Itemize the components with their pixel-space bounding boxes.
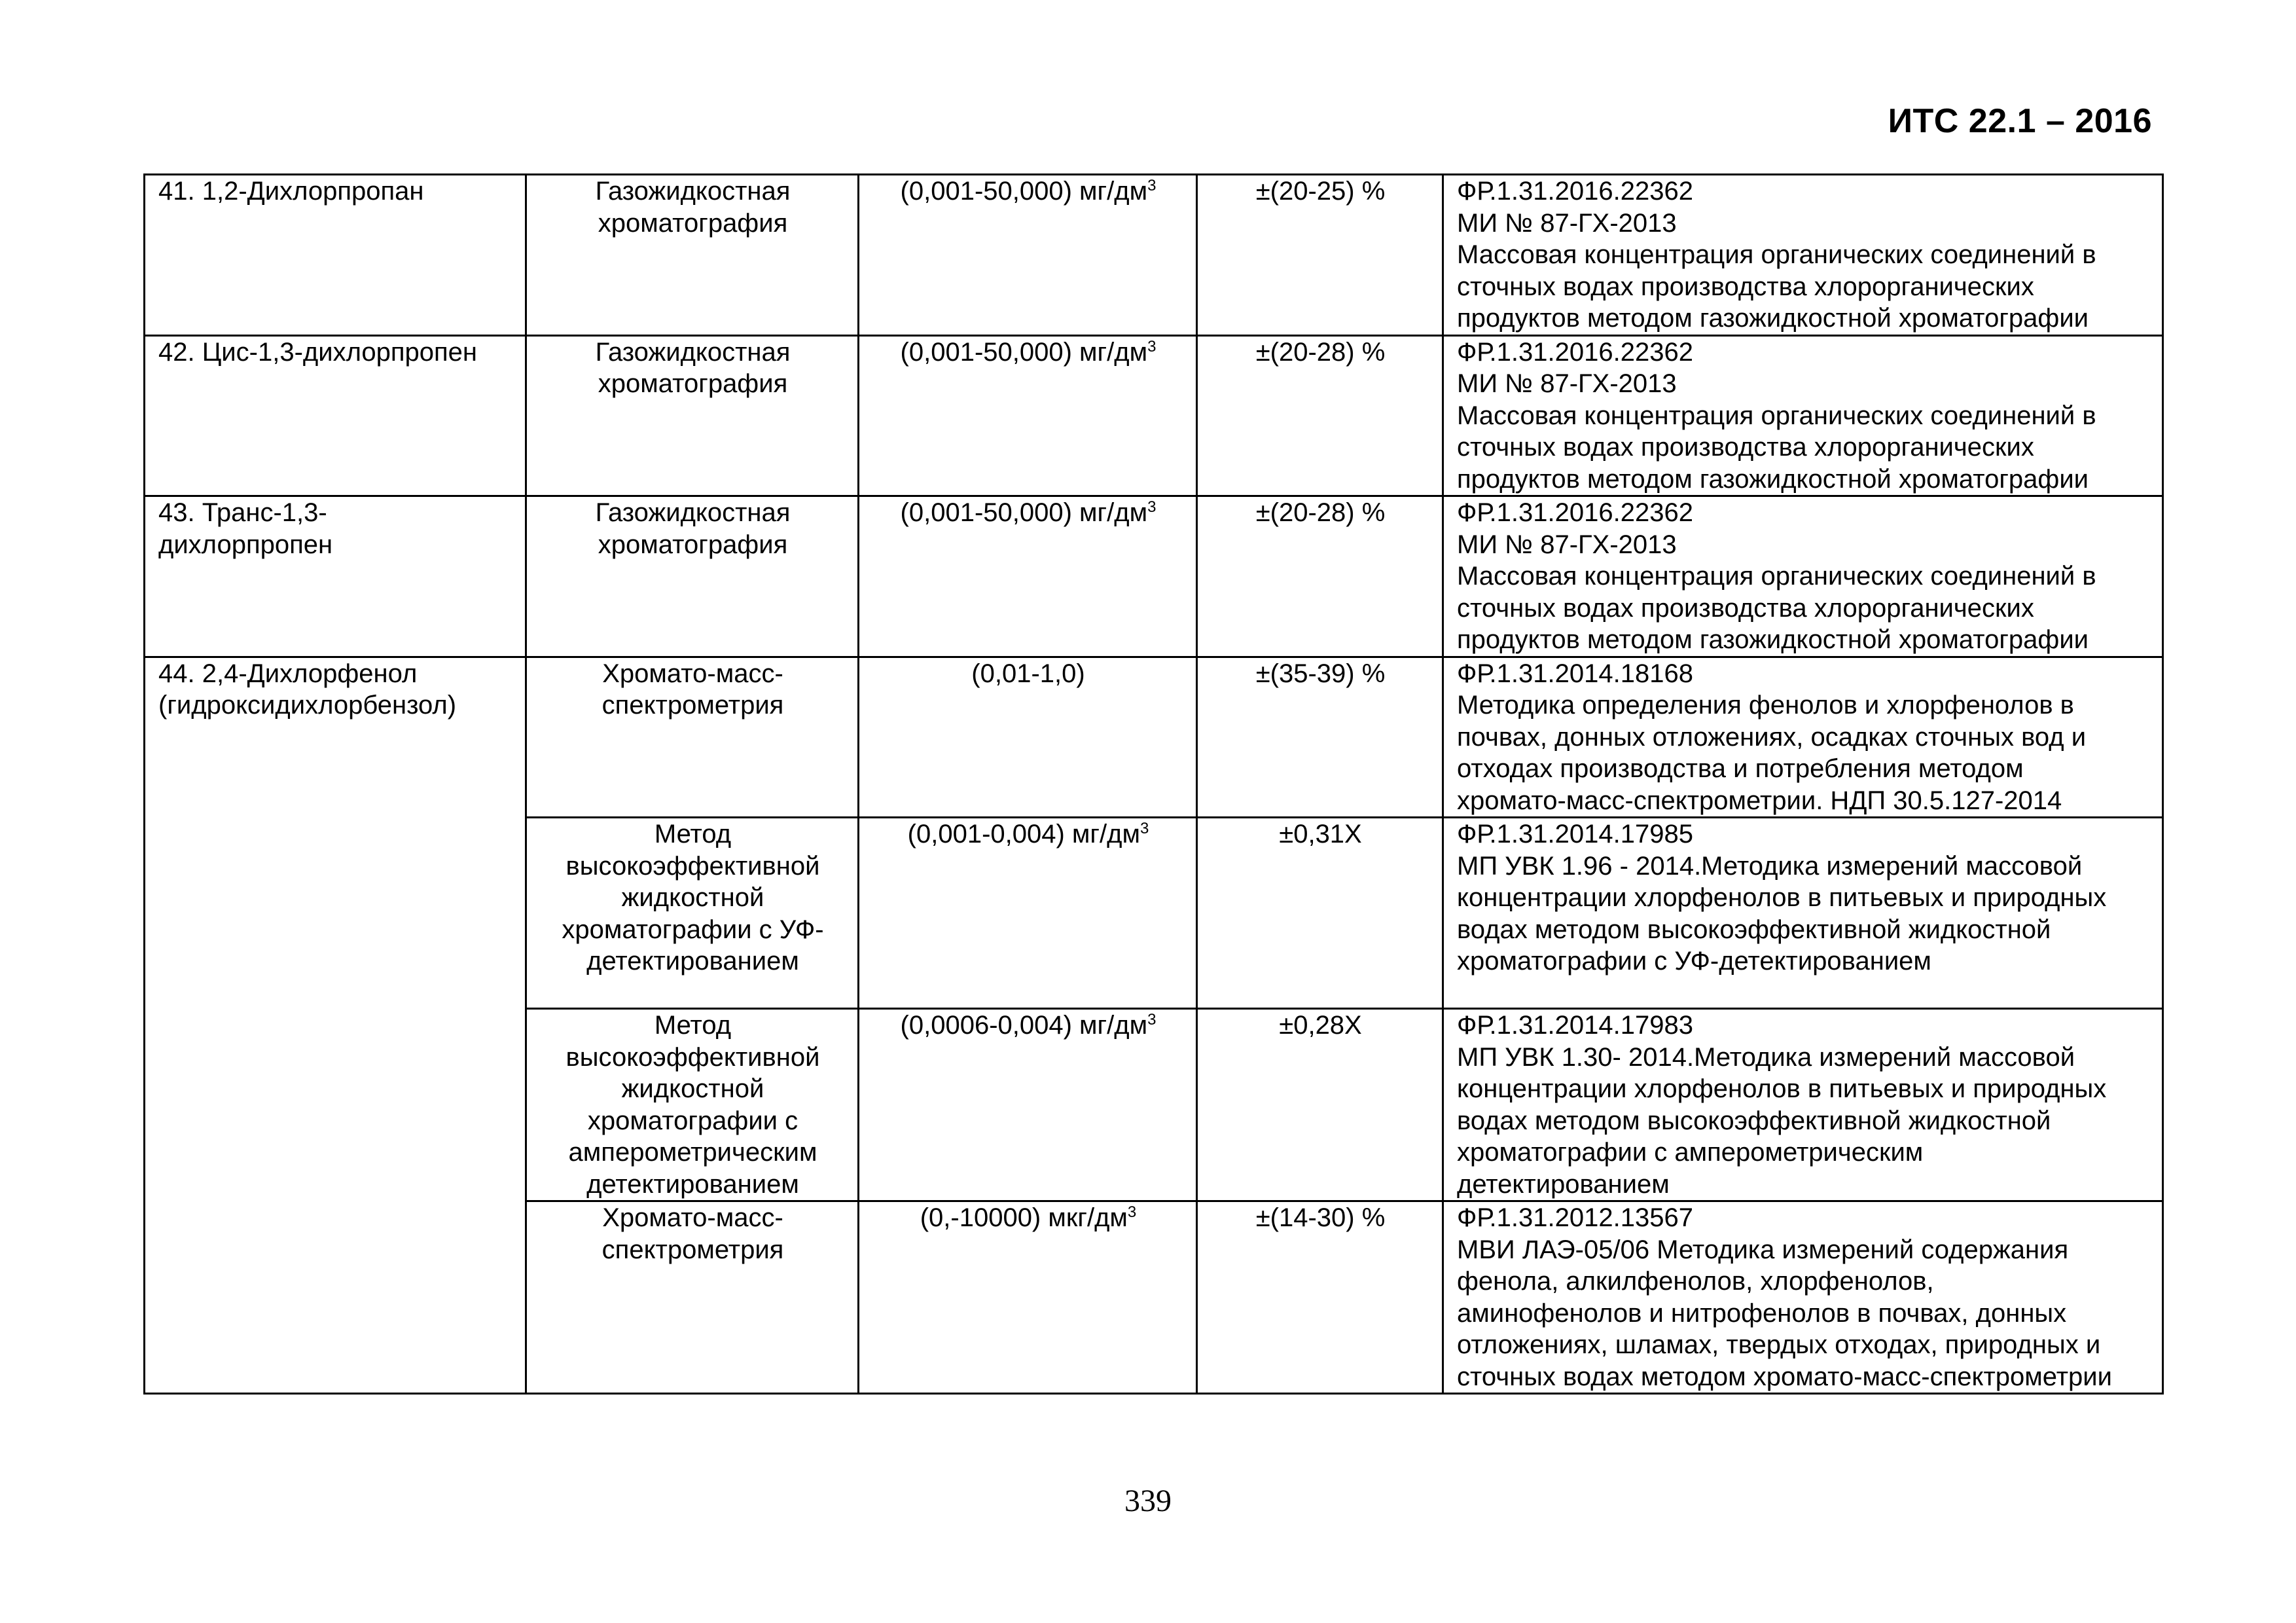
- range-superscript: 3: [1127, 1203, 1137, 1221]
- method-cell: Хромато-масс- спектрометрия: [526, 1201, 859, 1394]
- document-cell: ФР.1.31.2016.22362 МИ № 87-ГХ-2013 Массовая концентрация органических соединений в сточных водах производства хлорорганических продуктов методом газожидкостной хроматографии: [1443, 175, 2163, 336]
- range-cell: [859, 496, 1197, 657]
- error-cell: ±(35-39) %: [1197, 657, 1443, 818]
- range-cell: [859, 818, 1197, 1009]
- range-cell: [859, 335, 1197, 496]
- range-cell: [859, 1201, 1197, 1394]
- document-cell: ФР.1.31.2012.13567 МВИ ЛАЭ-05/06 Методика измерений содержания фенола, алкилфенолов, хлорфенолов, аминофенолов и нитрофенолов в почвах, донных отложениях, шламах, твердых отходах, природных и сточных водах методом хромато-масс-спектрометрии: [1443, 1201, 2163, 1394]
- table-row: [145, 657, 2163, 818]
- range-superscript: 3: [1147, 177, 1157, 194]
- range-value: (0,-10000) мкг/дм: [920, 1203, 1128, 1232]
- substance-cell: 43. Транс-1,3- дихлорпропен: [145, 496, 526, 657]
- range-cell: [859, 1009, 1197, 1201]
- method-cell: Хромато-масс- спектрометрия: [526, 657, 859, 818]
- table-row: [145, 335, 2163, 496]
- substance-cell: 44. 2,4-Дихлорфенол (гидроксидихлорбензол): [145, 657, 526, 1394]
- error-cell: ±(20-28) %: [1197, 335, 1443, 496]
- range-value: (0,001-50,000) мг/дм: [900, 177, 1148, 206]
- error-cell: ±0,31Х: [1197, 818, 1443, 1009]
- substance-cell: 41. 1,2-Дихлорпропан: [145, 175, 526, 336]
- error-cell: ±0,28Х: [1197, 1009, 1443, 1201]
- table-row: [145, 496, 2163, 657]
- range-value: (0,001-0,004) мг/дм: [907, 820, 1140, 848]
- range-cell: [859, 175, 1197, 336]
- substance-cell: 42. Цис-1,3-дихлорпропен: [145, 335, 526, 496]
- range-superscript: 3: [1139, 820, 1149, 837]
- range-superscript: 3: [1147, 337, 1157, 356]
- range-superscript: 3: [1147, 498, 1157, 516]
- document-cell: ФР.1.31.2016.22362 МИ № 87-ГХ-2013 Массовая концентрация органических соединений в сточных водах производства хлорорганических продуктов методом газожидкостной хроматографии: [1443, 335, 2163, 496]
- document-cell: ФР.1.31.2014.18168 Методика определения фенолов и хлорфенолов в почвах, донных отложениях, осадках сточных вод и отходах производства и потребления методом хромато-масс-спектрометрии. НДП 30.5.127-2014: [1443, 657, 2163, 818]
- document-cell: ФР.1.31.2016.22362 МИ № 87-ГХ-2013 Массовая концентрация органических соединений в сточных водах производства хлорорганических продуктов методом газожидкостной хроматографии: [1443, 496, 2163, 657]
- range-value: (0,0006-0,004) мг/дм: [900, 1011, 1148, 1040]
- range-superscript: 3: [1147, 1011, 1157, 1029]
- range-value: (0,001-50,000) мг/дм: [900, 498, 1148, 527]
- method-cell: Газожидкостная хроматография: [526, 175, 859, 336]
- error-cell: ±(20-25) %: [1197, 175, 1443, 336]
- method-cell: Газожидкостная хроматография: [526, 335, 859, 496]
- document-cell: ФР.1.31.2014.17985 МП УВК 1.96 - 2014.Методика измерений массовой концентрации хлорфенолов в питьевых и природных водах методом высокоэффективной жидкостной хроматографии с УФ-детектированием: [1443, 818, 2163, 1009]
- document-code: ИТС 22.1 – 2016: [1888, 102, 2152, 140]
- method-cell: Метод высокоэффективной жидкостной хроматографии с УФ- детектированием: [526, 818, 859, 1009]
- error-cell: ±(20-28) %: [1197, 496, 1443, 657]
- document-cell: ФР.1.31.2014.17983 МП УВК 1.30- 2014.Методика измерений массовой концентрации хлорфенолов в питьевых и природных водах методом высокоэффективной жидкостной хроматографии с амперометрическим детектированием: [1443, 1009, 2163, 1201]
- method-cell: Метод высокоэффективной жидкостной хроматографии с амперометрическим детектированием: [526, 1009, 859, 1201]
- page-number: 339: [1124, 1484, 1172, 1518]
- method-cell: Газожидкостная хроматография: [526, 496, 859, 657]
- table-row: [145, 175, 2163, 336]
- methods-table: [143, 173, 2164, 1395]
- error-cell: ±(14-30) %: [1197, 1201, 1443, 1394]
- range-cell: (0,01-1,0): [859, 657, 1197, 818]
- range-value: (0,001-50,000) мг/дм: [900, 337, 1148, 367]
